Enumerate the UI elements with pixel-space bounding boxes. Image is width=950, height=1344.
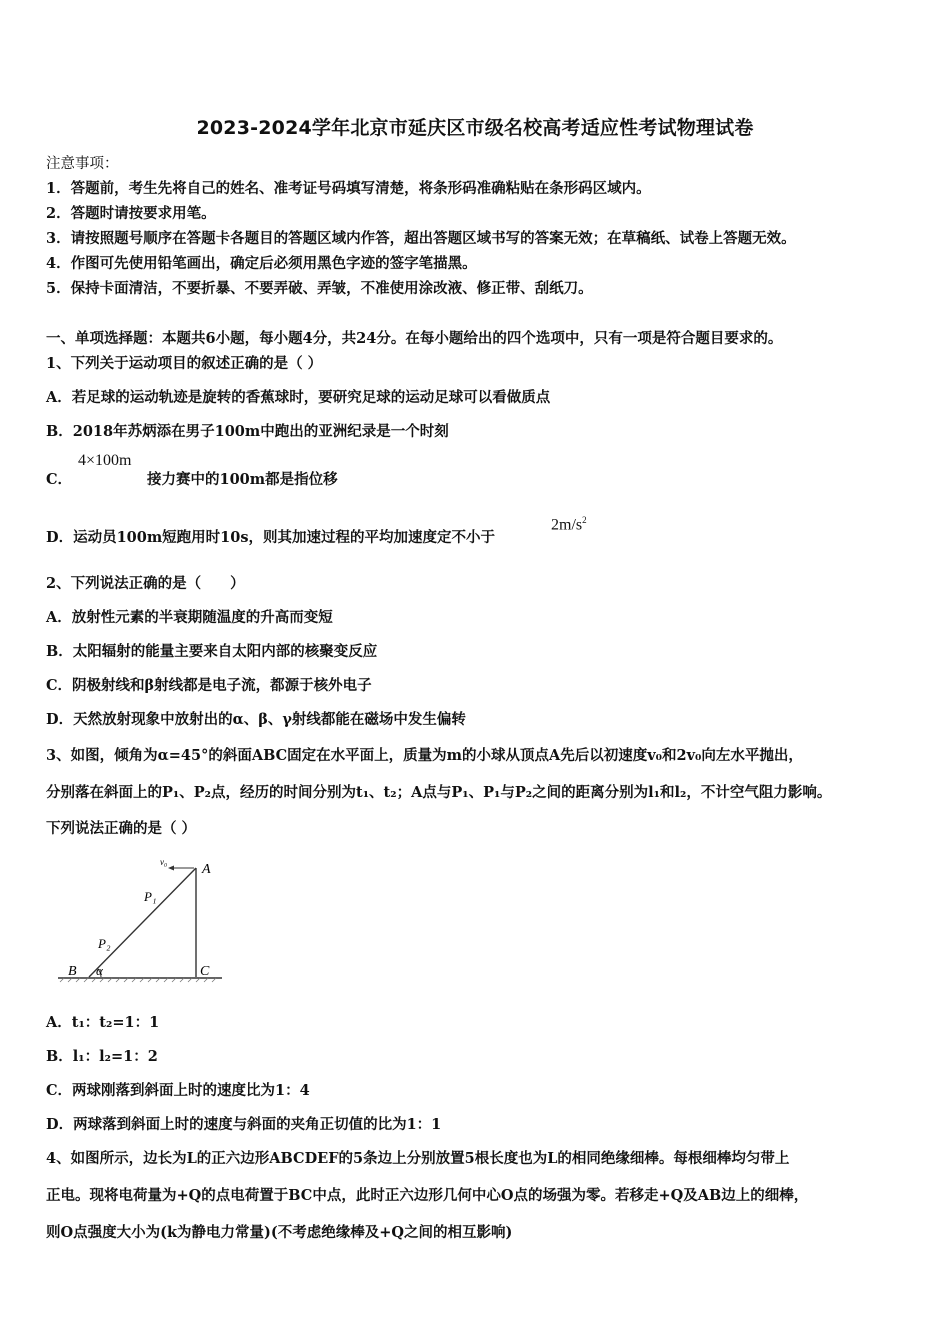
- q1-option-d-text: D．运动员100m短跑用时10s，则其加速过程的平均加速度定不小于: [46, 529, 496, 546]
- incline-diagram: [56, 855, 226, 987]
- q3-stem-line2: 分别落在斜面上的P₁、P₂点，经历的时间分别为t₁、t₂；A点与P₁、P₁与P₂之间的距离分别为l₁和l₂，不计空气阻力影响。: [46, 784, 832, 801]
- q2-stem: 2、下列说法正确的是（ ）: [46, 575, 245, 592]
- q1-option-a: A．若足球的运动轨迹是旋转的香蕉球时，要研究足球的运动足球可以看做质点: [46, 389, 551, 406]
- q3-stem-line3: 下列说法正确的是（ ）: [46, 820, 197, 837]
- notice-item-4: 4．作图可先使用铅笔画出，确定后必须用黑色字迹的签字笔描黑。: [46, 255, 477, 272]
- q1-option-d-math: $2m/s^2$: [551, 515, 587, 534]
- q2-option-b: B．太阳辐射的能量主要来自太阳内部的核聚变反应: [46, 643, 378, 660]
- notice-item-5: 5．保持卡面清洁，不要折暴、不要弄破、弄皱，不准使用涂改液、修正带、刮纸刀。: [46, 280, 593, 297]
- velocity-arrowhead: [168, 866, 174, 871]
- notice-heading: 注意事项：: [46, 156, 119, 172]
- q4-stem-line3: 则O点强度大小为(k为静电力常量)(不考虑绝缘棒及+Q之间的相互影响): [46, 1224, 513, 1241]
- q1-option-c-text: 接力赛中的100m都是指位移: [147, 471, 338, 488]
- q4-stem-line2: 正电。现将电荷量为+Q的点电荷置于BC中点，此时正六边形几何中心O点的场强为零。若移走+Q及AB边上的细棒，: [46, 1187, 809, 1204]
- label-a: A: [202, 862, 211, 877]
- q2-option-d: D．天然放射现象中放射出的α、β、γ射线都能在磁场中发生偏转: [46, 711, 466, 728]
- q1-option-c-prefix: C．: [46, 471, 73, 488]
- notice-item-2: 2．答题时请按要求用笔。: [46, 205, 216, 222]
- q2-option-a: A．放射性元素的半衰期随温度的升高而变短: [46, 609, 333, 626]
- label-alpha: α: [96, 963, 103, 978]
- section-heading: 一、单项选择题：本题共6小题，每小题4分，共24分。在每小题给出的四个选项中，只有一项是符合题目要求的。: [46, 330, 783, 347]
- q1-stem: 1、下列关于运动项目的叙述正确的是（ ）: [46, 355, 323, 372]
- label-c: C: [200, 964, 210, 979]
- notice-item-3: 3．请按照题号顺序在答题卡各题目的答题区域内作答，超出答题区域书写的答案无效；在草稿纸、试卷上答题无效。: [46, 230, 796, 247]
- q3-option-d: D．两球落到斜面上时的速度与斜面的夹角正切值的比为1：1: [46, 1116, 442, 1133]
- q3-option-b: B．l₁：l₂=1：2: [46, 1048, 158, 1065]
- label-p2: P₂: [98, 936, 111, 951]
- q1-option-c-math: 4×100m: [78, 452, 132, 469]
- q3-option-a: A．t₁：t₂=1：1: [46, 1014, 160, 1031]
- q3-option-c: C．两球刚落到斜面上时的速度比为1：4: [46, 1082, 310, 1099]
- incline-line: [89, 868, 196, 977]
- q3-stem-line1: 3、如图，倾角为α=45°的斜面ABC固定在水平面上，质量为m的小球从顶点A先后以初速度v₀和2v₀向左水平抛出，: [46, 747, 803, 764]
- q1-option-d-sup: 2: [582, 515, 587, 525]
- page-title: 2023-2024学年北京市延庆区市级名校高考适应性考试物理试卷: [196, 117, 754, 139]
- q2-option-c: C．阴极射线和β射线都是电子流，都源于核外电子: [46, 677, 372, 694]
- notice-item-1: 1．答题前，考生先将自己的姓名、准考证号码填写清楚，将条形码准确粘贴在条形码区域内。: [46, 180, 651, 197]
- q4-stem-line1: 4、如图所示，边长为L的正六边形ABCDEF的5条边上分别放置5根长度也为L的相同绝缘细棒。每根细棒均匀带上: [46, 1150, 790, 1167]
- label-v0: v₀: [160, 857, 168, 867]
- q1-option-b: B．2018年苏炳添在男子100m中跑出的亚洲纪录是一个时刻: [46, 423, 449, 440]
- label-b: B: [68, 964, 77, 979]
- label-p1: P₁: [144, 889, 157, 904]
